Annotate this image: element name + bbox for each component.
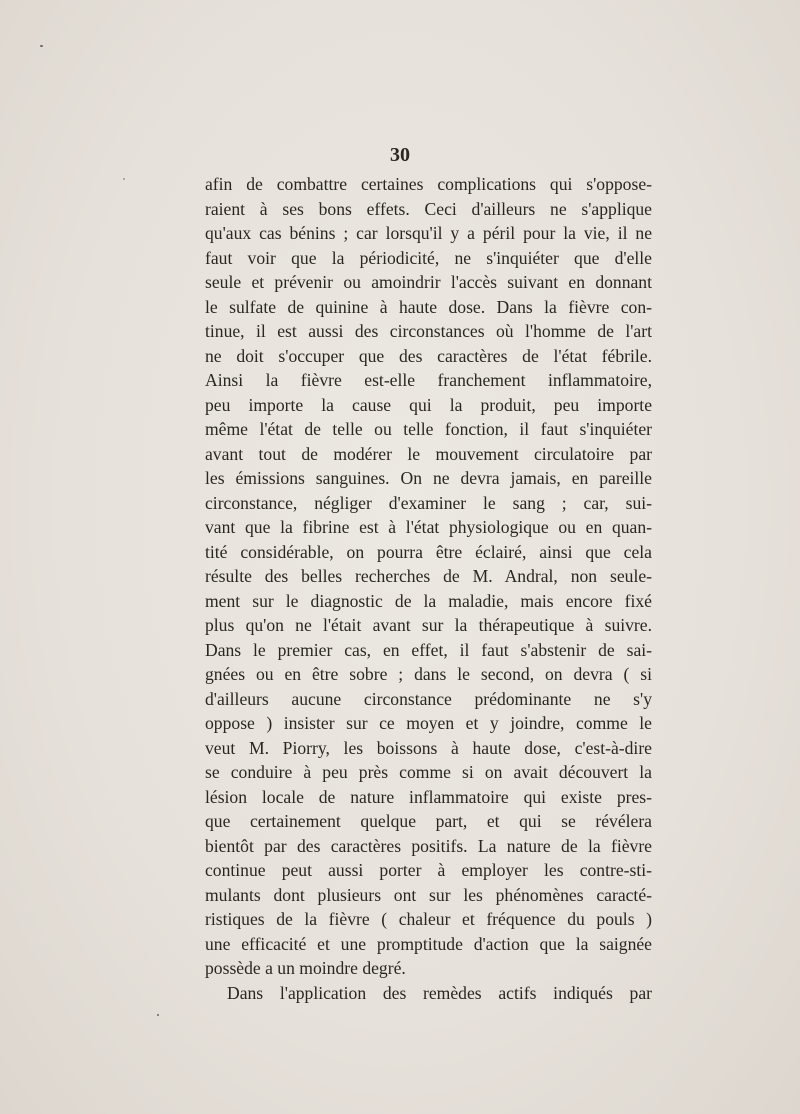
text-line: tité considérable, on pourra être éclairé, ainsi que cela — [205, 541, 652, 562]
text-line: tinue, il est aussi des circonstances où l'homme de l'art — [205, 321, 652, 341]
text-line: les émissions sanguines. On ne devra jamais, en pareille — [205, 468, 652, 488]
text-line: d'ailleurs aucune circonstance prédominante ne s'y — [205, 688, 652, 709]
text-line: résulte des belles recherches de M. Andral, non seule- — [205, 566, 652, 586]
text-line: se conduire à peu près comme si on avait découvert la — [205, 762, 652, 782]
text-line: lésion locale de nature inflammatoire qui existe pres- — [205, 786, 652, 807]
text-line: plus qu'on ne l'était avant sur la thérapeutique à suivre. — [205, 615, 652, 635]
text-line: mulants dont plusieurs ont sur les phénomènes caracté- — [205, 884, 652, 905]
text-line: qu'aux cas bénins ; car lorsqu'il y a péril pour la vie, il ne — [205, 223, 652, 243]
text-line: peu importe la cause qui la produit, peu importe — [205, 394, 652, 415]
text-line: raient à ses bons effets. Ceci d'ailleurs ne s'applique — [205, 198, 652, 219]
text-line: une efficacité et une promptitude d'action que la saignée — [205, 933, 652, 954]
text-line: ristiques de la fièvre ( chaleur et fréquence du pouls ) — [205, 909, 652, 929]
text-line: gnées ou en être sobre ; dans le second, on devra ( si — [205, 664, 652, 684]
text-line: le sulfate de quinine à haute dose. Dans la fièvre con- — [205, 296, 652, 317]
text-line: oppose ) insister sur ce moyen et y joindre, comme le — [205, 713, 652, 733]
text-line: Dans l'application des remèdes actifs indiqués par — [227, 982, 652, 1003]
text-line: circonstance, négliger d'examiner le sang ; car, sui- — [205, 492, 652, 513]
text-line: veut M. Piorry, les boissons à haute dose, c'est-à-dire — [205, 737, 652, 758]
body-text — [205, 172, 652, 1005]
text-line: bientôt par des caractères positifs. La nature de la fièvre — [205, 835, 652, 856]
page-number: 30 — [390, 144, 410, 166]
text-line: que certainement quelque part, et qui se révélera — [205, 811, 652, 831]
paper-speck — [40, 45, 43, 47]
paper-speck — [157, 1014, 159, 1016]
text-line: ment sur le diagnostic de la maladie, mais encore fixé — [205, 590, 652, 611]
text-line: même l'état de telle ou telle fonction, il faut s'inquiéter — [205, 419, 652, 439]
text-line: vant que la fibrine est à l'état physiologique ou en quan- — [205, 517, 652, 537]
text-line: seule et prévenir ou amoindrir l'accès suivant en donnant — [205, 272, 652, 292]
text-line: continue peut aussi porter à employer les contre-sti- — [205, 860, 652, 880]
text-line: Dans le premier cas, en effet, il faut s'abstenir de sai- — [205, 639, 652, 660]
text-line: afin de combattre certaines complications qui s'oppose- — [205, 174, 652, 194]
text-line: faut voir que la périodicité, ne s'inquiéter que d'elle — [205, 247, 652, 268]
text-line: avant tout de modérer le mouvement circulatoire par — [205, 443, 652, 464]
paper-speck — [123, 178, 125, 180]
text-line: possède a un moindre degré. — [205, 958, 406, 978]
text-line: Ainsi la fièvre est-elle franchement inflammatoire, — [205, 370, 652, 390]
text-line: ne doit s'occuper que des caractères de l'état fébrile. — [205, 345, 652, 366]
